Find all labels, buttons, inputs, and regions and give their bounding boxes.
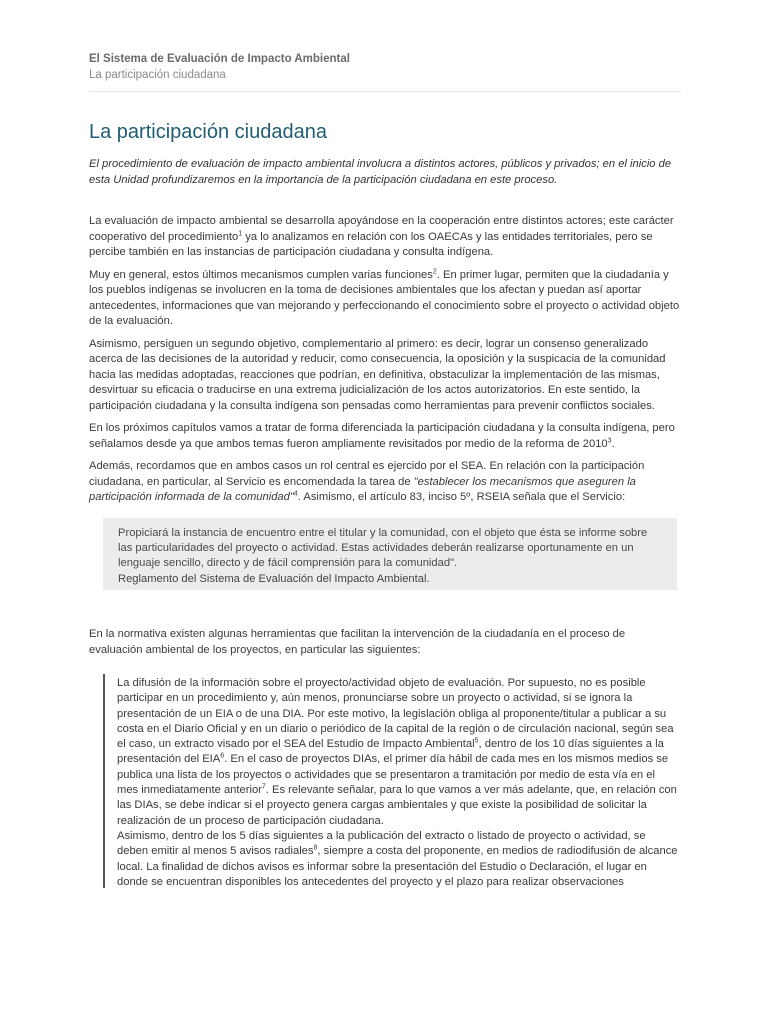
footnote-ref[interactable]: 8 bbox=[313, 844, 318, 852]
module-title: El Sistema de Evaluación de Impacto Ambiental bbox=[89, 53, 350, 65]
footnote-ref[interactable]: 5 bbox=[474, 737, 479, 745]
box-paragraph-2: Asimismo, dentro de los 5 días siguientes a la publicación del extracto o listado de proyecto o actividad, se deben emitir al menos 5 avisos radiales$^8$, siempre a costa del proponente, en medios de radiodifusión de alcance local. La finalidad de dichos avisos es informar sobre la presentación del Estudio o Declaración, el lugar en donde se encuentran disponibles los antecedentes del proyecto y el plazo para realizar observaciones bbox=[117, 829, 678, 888]
box-paragraph-1: La difusión de la información sobre el proyecto/actividad objeto de evaluación. Por supuesto, no es posible participar en un procedimiento y, aún menos, pronunciarse sobre un proyecto o actividad, si se ignora la presentación de un EIA o de una DIA. Por este motivo, la legislación obliga al proponente/titular a publicar a su costa en el Diario Oficial y en un diario o periódico de la capital de la región o de circulación nacional, según sea el caso, un extracto visado por el SEA del Estudio de Impacto Ambiental$^5$, dentro de los 10 días siguientes a la presentación del EIA$^6$. En el caso de proyectos DIAs, el primer día hábil de cada mes en los mismos medios se publica una lista de los proyectos o actividades que se presentaron a tramitación por medio de esta vía en el mes inmediatamente anterior$^7$. Es relevante señalar, para lo que vamos a ver más adelante, que, en relación con las DIAs, se debe indicar si el proyecto genera cargas ambientales y que existe la posibilidad de solicitar la realización de un proceso de participación ciudadana. bbox=[117, 677, 677, 827]
footnote-ref[interactable]: 1 bbox=[238, 229, 243, 237]
info-box bbox=[103, 674, 679, 888]
paragraph-4: En los próximos capítulos vamos a tratar de forma diferenciada la participación ciudadana y la consulta indígena, pero señalamos desde ya que ambos temas fueron ampliamente revisitados por medio de la reforma de 2010$^3$. bbox=[89, 422, 675, 450]
footnote-ref[interactable]: 4 bbox=[293, 490, 298, 498]
quote-source: Reglamento del Sistema de Evaluación del Impacto Ambiental. bbox=[118, 572, 430, 585]
footnote-ref[interactable]: 2 bbox=[432, 267, 437, 275]
tools-intro-paragraph: En la normativa existen algunas herramientas que facilitan la intervención de la ciudadanía en el proceso de evaluación ambiental de los proyectos, en particular las siguientes: bbox=[89, 628, 626, 656]
page-header bbox=[89, 52, 681, 83]
page-title: La participación ciudadana bbox=[89, 121, 327, 143]
paragraph-3: Asimismo, persiguen un segundo objetivo, complementario al primero: es decir, lograr un consenso generalizado acerca de las decisiones de la autoridad y reducir, como consecuencia, la oposición y la suspicacia de la comunidad hacia las medidas adoptadas, reacciones que podrían, en definitiva, obstaculizar la implementación de las mismas, desvirtuar su eficacia o traducirse en una extrema judicialización de los actos autorizatorios. En este sentido, la participación ciudadana y la consulta indígena son pensadas como herramientas para prevenir conflictos sociales. bbox=[89, 337, 666, 412]
footnote-ref[interactable]: 6 bbox=[220, 752, 225, 760]
paragraph-1: La evaluación de impacto ambiental se desarrolla apoyándose en la cooperación entre distintos actores; este carácter cooperativo del procedimiento$^1$ ya lo analizamos en relación con los OAECAs y las entidades territoriales, pero se percibe también en las instancias de participación ciudadana y consulta indígena. bbox=[89, 215, 674, 258]
paragraph-2: Muy en general, estos últimos mecanismos cumplen varias funciones$^2$. En primer lugar, permiten que la ciudadanía y los pueblos indígenas se involucren en la toma de decisiones ambientales que los afectan y puedan así aportar antecedentes, informaciones que van mejorando y perfeccionando el conocimiento sobre el proyecto o actividad objeto de la evaluación. bbox=[89, 267, 680, 327]
quote-text: Propiciará la instancia de encuentro entre el titular y la comunidad, con el objeto que ésta se informe sobre las particularidades del proyecto o actividad. Estas actividades deberán realizarse oportunamente en un lenguaje sencillo, directo y de fácil comprensión para la comunidad". bbox=[118, 527, 648, 570]
paragraph-5: Además, recordamos que en ambos casos un rol central es ejercido por el SEA. En relación con la participación ciudadana, en particular, al Servicio es encomendada la tarea de "establecer los mecanismos que aseguren la participación informada de la comunidad"$^4$. Asimismo, el artículo 83, inciso 5º, RSEIA señala que el Servicio: bbox=[89, 460, 645, 503]
footnote-ref[interactable]: 3 bbox=[607, 436, 612, 444]
footnote-ref[interactable]: 7 bbox=[261, 783, 266, 791]
header-divider bbox=[89, 91, 681, 92]
regulation-quote bbox=[103, 518, 677, 590]
body-text bbox=[89, 214, 681, 513]
quoted-phrase: "establecer los mecanismos que aseguren la participación informada de la comunidad" bbox=[89, 475, 636, 503]
unit-subtitle: La participación ciudadana bbox=[89, 69, 226, 81]
intro-paragraph: El procedimiento de evaluación de impacto ambiental involucra a distintos actores, públicos y privados; en el inicio de esta Unidad profundizaremos en la importancia de la participación ciudadana en este proceso. bbox=[89, 158, 672, 186]
